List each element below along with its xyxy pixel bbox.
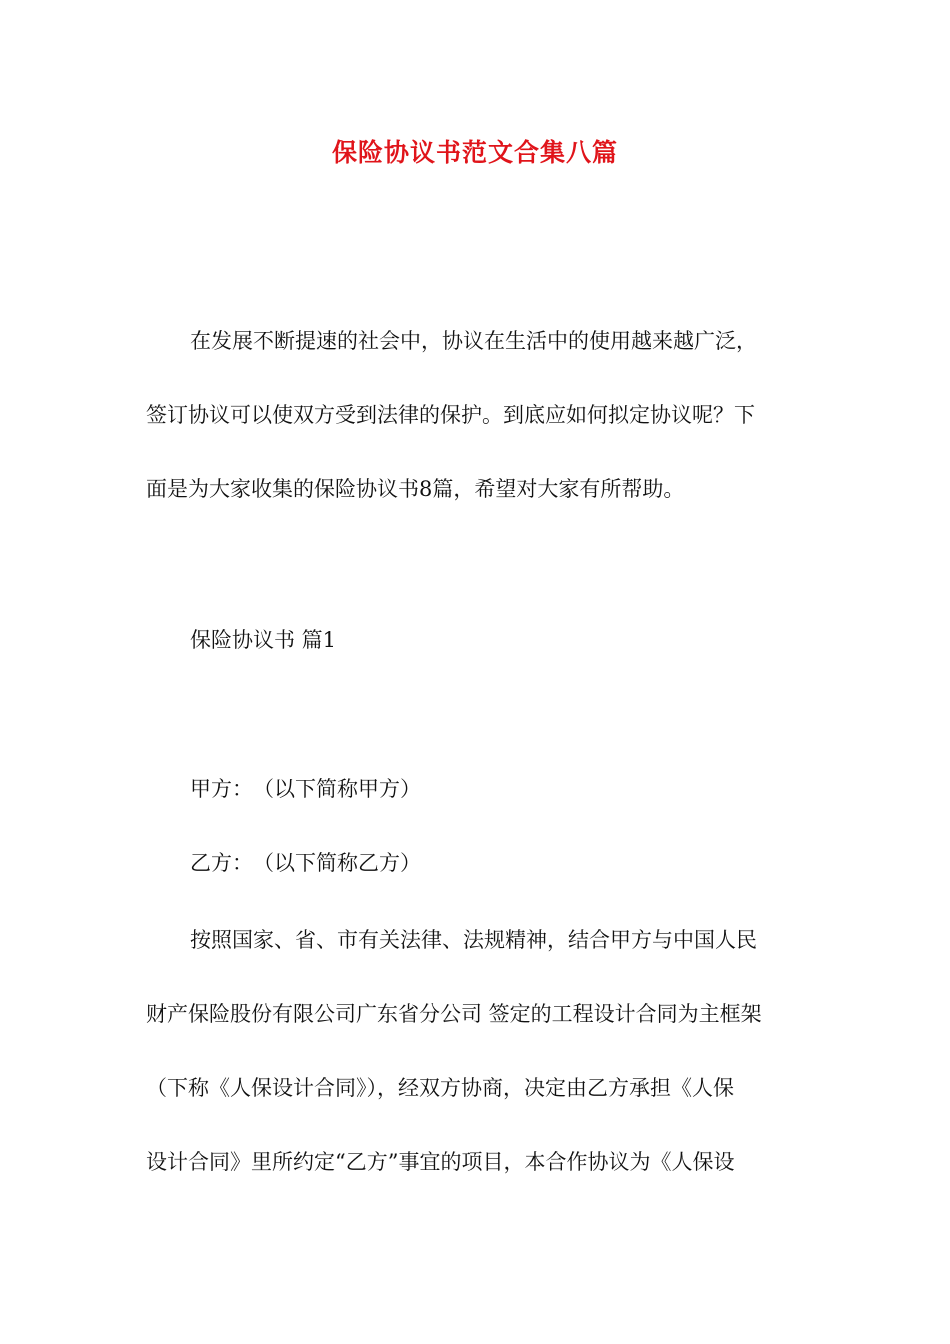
intro-line: 签订协议可以使双方受到法律的保护。到底应如何拟定协议呢？下 xyxy=(146,403,755,427)
body-line: （下称《人保设计合同》），经双方协商，决定由乙方承担《人保 xyxy=(146,1076,734,1100)
body-line: 设计合同》里所约定“乙方”事宜的项目，本合作协议为《人保设 xyxy=(146,1150,735,1174)
body-line: 财产保险股份有限公司广东省分公司 签定的工程设计合同为主框架 xyxy=(146,1002,762,1026)
body-paragraph xyxy=(146,903,804,1199)
party-a: 甲方： （以下简称甲方） xyxy=(190,777,421,801)
party-b: 乙方： （以下简称乙方） xyxy=(190,851,421,875)
document-title: 保险协议书范文合集八篇 xyxy=(331,138,618,167)
section-heading-block xyxy=(146,603,804,677)
intro-line: 面是为大家收集的保险协议书8篇，希望对大家有所帮助。 xyxy=(146,477,685,501)
intro-paragraph xyxy=(146,304,804,526)
body-line: 按照国家、省、市有关法律、法规精神，结合甲方与中国人民 xyxy=(190,928,757,952)
intro-line: 在发展不断提速的社会中，协议在生活中的使用越来越广泛， xyxy=(190,329,757,353)
parties-block xyxy=(146,752,804,900)
section-heading: 保险协议书 篇1 xyxy=(190,628,337,652)
